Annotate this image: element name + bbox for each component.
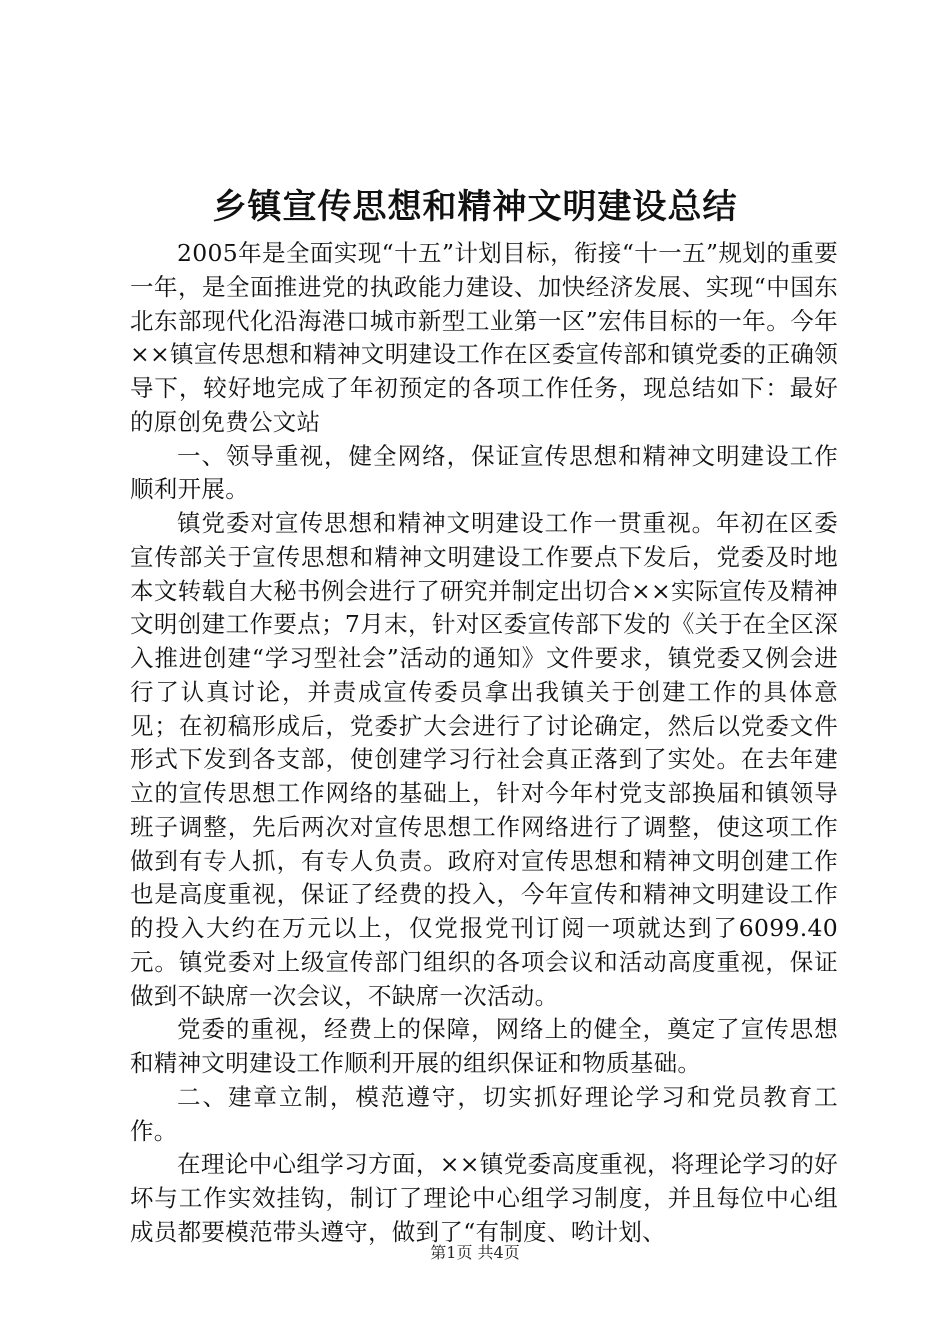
- section-heading-2: 二、建章立制，模范遵守，切实抓好理论学习和党员教育工作。: [130, 1082, 838, 1145]
- page-number-footer: 第1页 共4页: [430, 1243, 520, 1262]
- section-heading-1: 一、领导重视，健全网络，保证宣传思想和精神文明建设工作顺利开展。: [130, 441, 838, 504]
- paragraph-section-1: 镇党委对宣传思想和精神文明建设工作一贯重视。年初在区委宣传部关于宣传思想和精神文明建设工作要点下发后，党委及时地本文转载自大秘书例会进行了研究并制定出切合××实际宣传及精神文明创建工作要点；7月末，针对区委宣传部下发的《关于在全区深入推进创建“学习型社会”活动的通知》文件要求，镇党委又例会进行了认真讨论，并责成宣传委员拿出我镇关于创建工作的具体意见；在初稿形成后，党委扩大会进行了讨论确定，然后以党委文件形式下发到各支部，使创建学习行社会真正落到了实处。在去年建立的宣传思想工作网络的基础上，针对今年村党支部换届和镇领导班子调整，先后两次对宣传思想工作网络进行了调整，使这项工作做到有专人抓，有专人负责。政府对宣传思想和精神文明创建工作也是高度重视，保证了经费的投入，今年宣传和精神文明建设工作的投入大约在万元以上，仅党报党刊订阅一项就达到了6099.40元。镇党委对上级宣传部门组织的各项会议和活动高度重视，保证做到不缺席一次会议，不缺席一次活动。: [130, 509, 838, 1010]
- paragraph-intro: 2005年是全面实现“十五”计划目标，衔接“十一五”规划的重要一年，是全面推进党的执政能力建设、加快经济发展、实现“中国东北东部现代化沿海港口城市新型工业第一区”宏伟目标的一年。今年××镇宣传思想和精神文明建设工作在区委宣传部和镇党委的正确领导下，较好地完成了年初预定的各项工作任务，现总结如下：最好的原创免费公文站: [130, 239, 838, 436]
- document-body: [130, 237, 838, 1250]
- paragraph-section-2: 在理论中心组学习方面，××镇党委高度重视，将理论学习的好坏与工作实效挂钩，制订了理论中心组学习制度，并且每位中心组成员都要模范带头遵守，做到了“有制度、哟计划、: [130, 1150, 838, 1246]
- paragraph-section-1-summary: 党委的重视，经费上的保障，网络上的健全，奠定了宣传思想和精神文明建设工作顺利开展的组织保证和物质基础。: [130, 1015, 838, 1077]
- document-title: 乡镇宣传思想和精神文明建设总结: [212, 187, 738, 227]
